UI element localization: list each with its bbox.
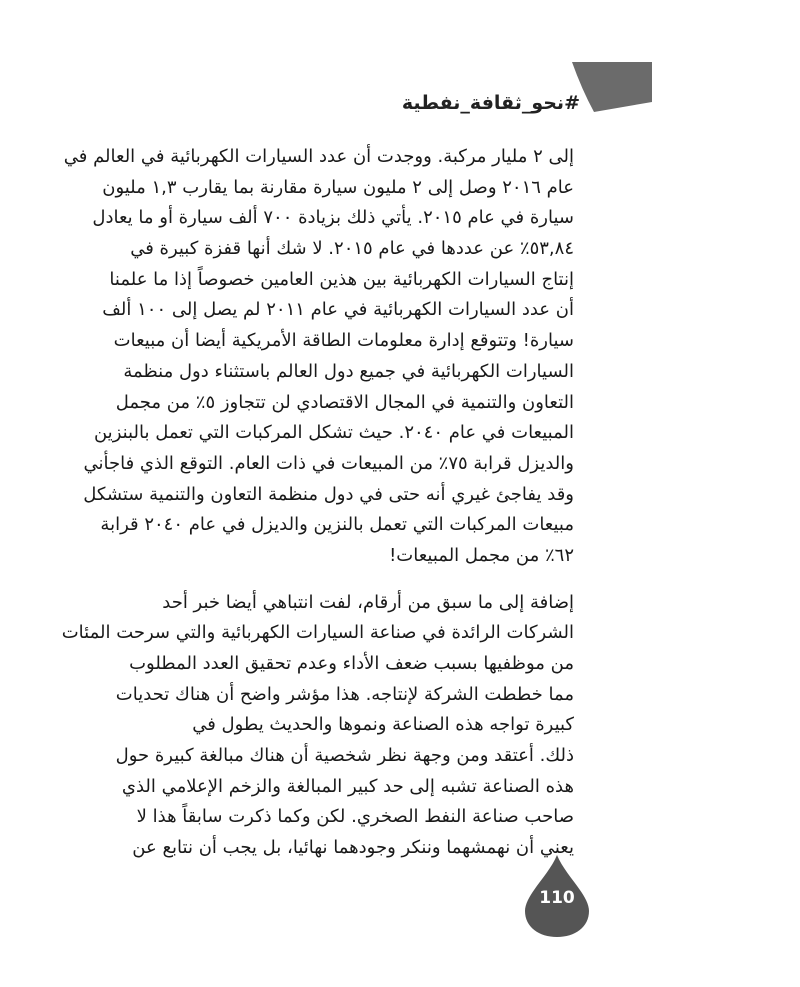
- header-corner-tab-shape: [572, 62, 652, 112]
- text-line: عام ٢٠١٦ وصل إلى ٢ مليون سيارة مقارنة بما يقارب ١,٣ مليون: [102, 176, 574, 198]
- paragraph-gap: [212, 572, 574, 588]
- text-line: مما خططت الشركة لإنتاجه. هذا مؤشر واضح أن هناك تحديات: [115, 683, 574, 705]
- text-line: من موظفيها بسبب ضعف الأداء وعدم تحقيق العدد المطلوب: [129, 653, 574, 674]
- text-line: التعاون والتنمية في المجال الاقتصادي لن تتجاوز ٥٪ من مجمل: [115, 391, 574, 413]
- text-line: صاحب صناعة النفط الصخري. لكن وكما ذكرت سابقاً هذا لا: [136, 806, 574, 828]
- text-line: إنتاج السيارات الكهربائية بين هذين العامين خصوصاً إذا ما علمنا: [109, 268, 574, 290]
- text-line: سيارة في عام ٢٠١٥. يأتي ذلك بزيادة ٧٠٠ ألف سيارة أو ما يعادل: [92, 207, 574, 229]
- text-line: هذه الصناعة تشبه إلى حد كبير المبالغة والزخم الإعلامي الذي: [121, 775, 574, 797]
- text-line: أن عدد السيارات الكهربائية في عام ٢٠١١ لم يصل إلى ١٠٠ ألف: [102, 299, 574, 321]
- text-line: المبيعات في عام ٢٠٤٠. حيث تشكل المركبات التي تعمل بالبنزين: [93, 422, 574, 444]
- text-line: وقد يفاجئ غيري أنه حتى في دول منظمة التعاون والتنمية ستشكل: [83, 483, 574, 505]
- text-line: ذلك. أعتقد ومن وجهة نظر شخصية أن هناك مبالغة كبيرة حول: [115, 745, 574, 767]
- chapter-hashtag-title: #نحو_ثقافة_نفطية: [401, 92, 580, 114]
- text-line: كبيرة تواجه هذه الصناعة ونموها والحديث يطول في: [192, 714, 574, 736]
- text-line: والديزل قرابة ٧٥٪ من المبيعات في ذات العام. التوقع الذي فاجأني: [83, 452, 574, 474]
- text-line: إضافة إلى ما سبق من أرقام، لفت انتباهي أيضا خبر أحد: [162, 591, 574, 613]
- text-line: السيارات الكهربائية في جميع دول العالم باستثناء دول منظمة: [123, 360, 574, 382]
- text-line: يعني أن نهمشهما وننكر وجودهما نهائيا، بل يجب أن نتابع عن: [132, 837, 574, 859]
- page-number: 110: [539, 888, 575, 908]
- text-line: ٥٣,٨٤٪ عن عددها في عام ٢٠١٥. لا شك أنها قفزة كبيرة في: [130, 238, 574, 260]
- text-line: إلى ٢ مليار مركبة. ووجدت أن عدد السيارات الكهربائية في العالم في: [63, 146, 574, 167]
- text-line: سيارة! وتتوقع إدارة معلومات الطاقة الأمريكية أيضا أن مبيعات: [113, 330, 574, 352]
- text-line: مبيعات المركبات التي تعمل بالنزين والديزل في عام ٢٠٤٠ قرابة: [100, 514, 574, 536]
- text-line: ٦٢٪ من مجمل المبيعات!: [389, 544, 574, 566]
- body-text: [61, 142, 574, 864]
- text-line: الشركات الرائدة في صناعة السيارات الكهربائية والتي سرحت المئات: [61, 622, 574, 644]
